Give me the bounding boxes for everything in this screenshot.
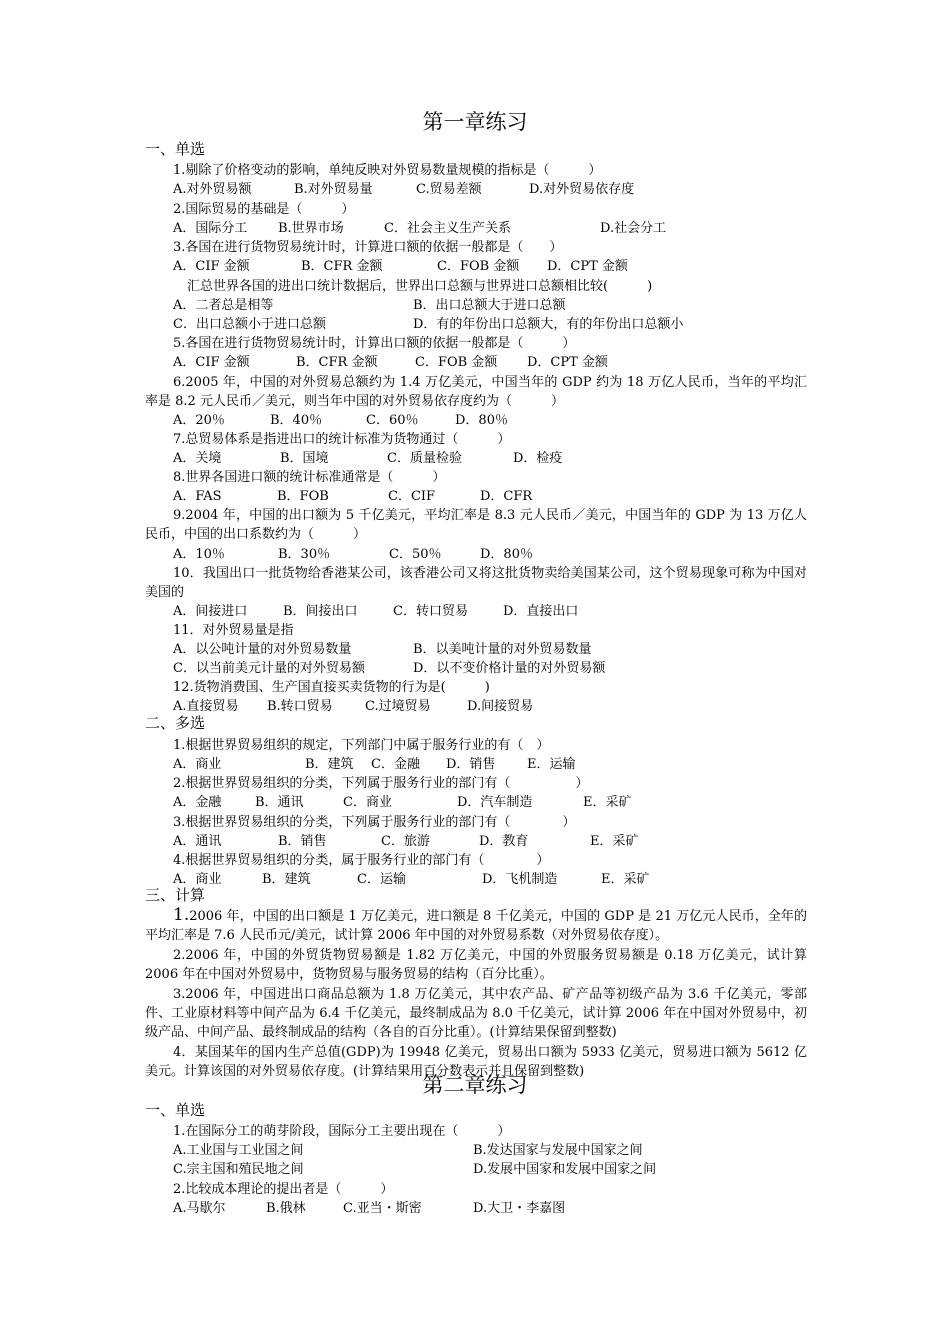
- q9-option-a: A．10％: [173, 547, 225, 562]
- q6-option-b: B．40％: [270, 413, 323, 428]
- q3-option-a: A．CIF 金额: [173, 259, 250, 274]
- ch2-q1-option-d: D.发展中国家和发展中国家之间: [473, 1162, 657, 1177]
- m2-option-c: C．商业: [343, 795, 392, 810]
- question-2-stem: 2.国际贸易的基础是（ ）: [173, 202, 355, 217]
- q1-option-c: C.贸易差额: [416, 182, 482, 197]
- multi-question-2-stem: 2.根据世界贸易组织的分类，下列属于服务行业的部门有（ ）: [173, 776, 589, 791]
- q2-option-a: A．国际分工: [173, 221, 248, 236]
- m1-option-a: A．商业: [173, 757, 222, 772]
- q7-option-b: B．国境: [280, 451, 329, 466]
- question-3-stem: 3.各国在进行货物贸易统计时，计算进口额的依据一般都是（ ）: [173, 240, 563, 255]
- q5-option-a: A．CIF 金额: [173, 355, 250, 370]
- m1-option-d: D．销售: [446, 757, 496, 772]
- q8-option-d: D．CFR: [480, 489, 533, 504]
- ch2-q1-option-b: B.发达国家与发展中国家之间: [473, 1143, 643, 1158]
- q7-option-a: A．关境: [173, 451, 222, 466]
- q9-option-c: C．50％: [389, 547, 442, 562]
- q10-option-a: A．间接进口: [173, 604, 248, 619]
- multi-question-4-stem: 4.根据世界贸易组织的分类，属于服务行业的部门有（ ）: [173, 853, 550, 868]
- ch2-q2-option-a: A.马歇尔: [173, 1201, 226, 1216]
- question-4-stem: 汇总世界各国的进出口统计数据后，世界出口总额与世界进口总额相比较( ): [187, 279, 653, 294]
- q12-option-a: A.直接贸易: [173, 699, 239, 714]
- q11-option-a: A．以公吨计量的对外贸易数量: [173, 642, 352, 657]
- q10-option-c: C．转口贸易: [393, 604, 468, 619]
- q10-option-b: B．间接出口: [283, 604, 358, 619]
- q3-option-c: C．FOB 金额: [437, 259, 520, 274]
- calc-question-4: 4．某国某年的国内生产总值(GDP)为 19948 亿美元，贸易出口额为 5933 亿美元，贸易进口额为 5612 亿美元。计算该国的对外贸易依存度。(计算结果用百分数表示并且保留到整数): [145, 1045, 807, 1079]
- m2-option-d: D．汽车制造: [457, 795, 533, 810]
- q8-option-c: C．CIF: [388, 489, 436, 504]
- question-12-stem: 12.货物消费国、生产国直接买卖货物的行为是( ): [173, 680, 490, 695]
- question-10-stem: 10．我国出口一批货物给香港某公司，该香港公司又将这批货物卖给美国某公司，这个贸易现象可称为中国对美国的: [145, 566, 807, 600]
- q12-option-c: C.过境贸易: [365, 699, 431, 714]
- q3-option-b: B．CFR 金额: [301, 259, 383, 274]
- m4-option-b: B．建筑: [262, 872, 311, 887]
- ch2-q1-option-a: A.工业国与工业国之间: [173, 1143, 304, 1158]
- chapter2-section-single-choice: 一、单选: [145, 1101, 206, 1119]
- q5-option-c: C．FOB 金额: [415, 355, 498, 370]
- q1-option-a: A.对外贸易额: [173, 182, 252, 197]
- m1-option-c: C．金融: [371, 757, 420, 772]
- m2-option-a: A．金融: [173, 795, 222, 810]
- m3-option-d: D．教育: [479, 834, 529, 849]
- q2-option-c: C．社会主义生产关系: [384, 221, 511, 236]
- q9-option-d: D．80％: [480, 547, 533, 562]
- m2-option-b: B．通讯: [255, 795, 304, 810]
- question-1-stem: 1.剔除了价格变动的影响，单纯反映对外贸易数量规模的指标是（ ）: [173, 163, 602, 178]
- multi-question-1-stem: 1.根据世界贸易组织的规定，下列部门中属于服务行业的有（ ）: [173, 738, 550, 753]
- calc-question-3: 3.2006 年，中国进出口商品总额为 1.8 万亿美元，其中农产品、矿产品等初级产品为 3.6 千亿美元，零部件、工业原材料等中间产品为 6.4 千亿美元，最终制成品为 8.0 千亿美元，试计算 2006 年在中国对外贸易中，初级产品、中间产品、最终制成品的结构（各自的百分比重）。(计算结果保留到整数): [145, 987, 807, 1040]
- question-8-stem: 8.世界各国进口额的统计标准通常是（ ）: [173, 470, 446, 485]
- q1-option-b: B.对外贸易量: [294, 182, 373, 197]
- q6-option-d: D．80％: [455, 413, 508, 428]
- q8-option-a: A．FAS: [173, 489, 222, 504]
- m3-option-a: A．通讯: [173, 834, 222, 849]
- calc-question-1: 1.2006 年，中国的出口额是 1 万亿美元，进口额是 8 千亿美元，中国的 GDP 是 21 万亿元人民币，全年的平均汇率是 7.6 人民币元/美元，试计算 2006 年中国的对外贸易系数（对外贸易依存度）。: [145, 905, 807, 943]
- q5-option-d: D．CPT 金额: [527, 355, 608, 370]
- m1-option-e: E．运输: [527, 757, 576, 772]
- question-6-stem: 6.2005 年，中国的对外贸易总额约为 1.4 万亿美元，中国当年的 GDP 约为 18 万亿人民币，当年的平均汇率是 8.2 元人民币／美元，则当年中国的对外贸易依存度约为（ ）: [145, 375, 807, 409]
- section-multiple-choice: 二、多选: [145, 714, 206, 732]
- ch2-q2-option-b: B.俄林: [266, 1201, 306, 1216]
- m4-option-a: A．商业: [173, 872, 222, 887]
- m4-option-e: E．采矿: [601, 872, 650, 887]
- m4-option-c: C．运输: [357, 872, 406, 887]
- question-11-stem: 11．对外贸易量是指: [173, 623, 294, 638]
- question-7-stem: 7.总贸易体系是指进出口的统计标准为货物通过（ ）: [173, 432, 511, 447]
- q11-option-b: B．以美吨计量的对外贸易数量: [413, 642, 592, 657]
- q7-option-c: C．质量检验: [387, 451, 462, 466]
- ch2-question-2-stem: 2.比较成本理论的提出者是（ ）: [173, 1182, 394, 1197]
- q12-option-d: D.间接贸易: [467, 699, 534, 714]
- q3-option-d: D．CPT 金额: [547, 259, 628, 274]
- q6-option-a: A．20％: [173, 413, 225, 428]
- m3-option-e: E．采矿: [590, 834, 639, 849]
- q10-option-d: D．直接出口: [503, 604, 579, 619]
- ch2-q2-option-d: D.大卫・李嘉图: [473, 1201, 566, 1216]
- m3-option-c: C．旅游: [381, 834, 430, 849]
- calc-question-2: 2.2006 年，中国的外贸货物贸易额是 1.82 万亿美元，中国的外贸服务贸易额是 0.18 万亿美元，试计算 2006 年在中国对外贸易中，货物贸易与服务贸易的结构（百分比重）。: [145, 948, 807, 982]
- multi-question-3-stem: 3.根据世界贸易组织的分类，下列属于服务行业的部门有（ ）: [173, 815, 576, 830]
- section-calculation: 三、计算: [145, 886, 206, 904]
- q6-option-c: C．60％: [366, 413, 419, 428]
- q4-option-b: B．出口总额大于进口总额: [413, 298, 566, 313]
- m2-option-e: E．采矿: [583, 795, 632, 810]
- ch2-question-1-stem: 1.在国际分工的萌芽阶段，国际分工主要出现在（ ）: [173, 1124, 511, 1139]
- q8-option-b: B．FOB: [277, 489, 329, 504]
- question-9-stem: 9.2004 年，中国的出口额为 5 千亿美元，平均汇率是 8.3 元人民币／美元，中国当年的 GDP 为 13 万亿人民币，中国的出口系数约为（ ）: [145, 508, 807, 542]
- ch2-q2-option-c: C.亚当・斯密: [343, 1201, 422, 1216]
- q7-option-d: D．检疫: [513, 451, 563, 466]
- q11-option-c: C．以当前美元计量的对外贸易额: [173, 661, 365, 676]
- m3-option-b: B．销售: [278, 834, 327, 849]
- ch2-q1-option-c: C.宗主国和殖民地之间: [173, 1162, 304, 1177]
- q1-option-d: D.对外贸易依存度: [529, 182, 635, 197]
- m4-option-d: D．飞机制造: [482, 872, 558, 887]
- q4-option-a: A．二者总是相等: [173, 298, 274, 313]
- q9-option-b: B．30％: [278, 547, 331, 562]
- chapter1-title: 第一章练习: [422, 110, 528, 134]
- q2-option-d: D.社会分工: [600, 221, 667, 236]
- question-5-stem: 5.各国在进行货物贸易统计时，计算出口额的依据一般都是（ ）: [173, 336, 576, 351]
- q12-option-b: B.转口贸易: [267, 699, 333, 714]
- section-single-choice: 一、单选: [145, 140, 206, 158]
- q5-option-b: B．CFR 金额: [296, 355, 378, 370]
- m1-option-b: B．建筑: [305, 757, 354, 772]
- q11-option-d: D．以不变价格计量的对外贸易额: [413, 661, 606, 676]
- q2-option-b: B.世界市场: [278, 221, 344, 236]
- q4-option-c: C．出口总额小于进口总额: [173, 317, 326, 332]
- calc-question-1-number: 1.: [173, 905, 190, 925]
- chapter2-title: 第二章练习: [422, 1073, 528, 1097]
- q4-option-d: D．有的年份出口总额大，有的年份出口总额小: [413, 317, 684, 332]
